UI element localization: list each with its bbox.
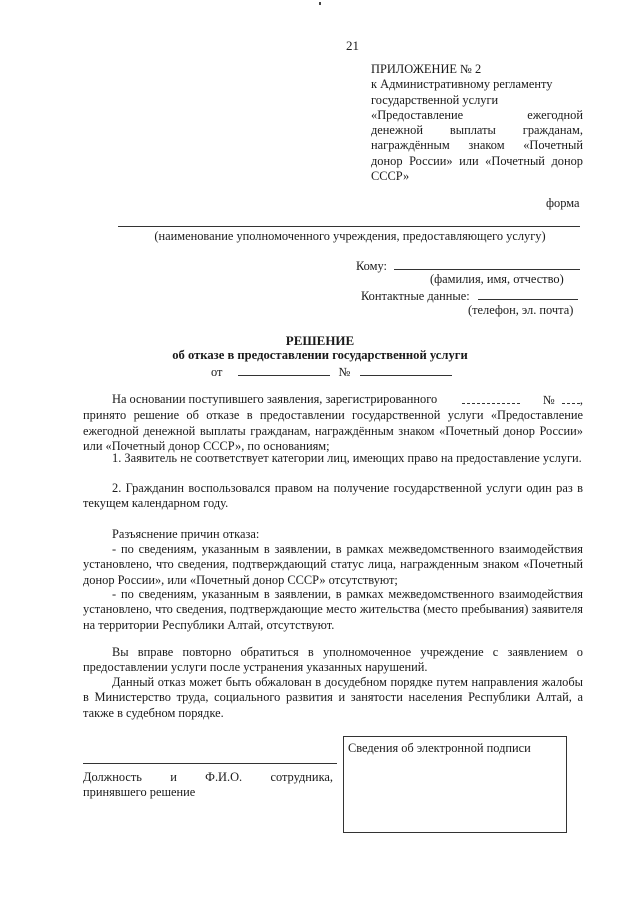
document-subtitle: об отказе в предоставлении государственной услуги (172, 348, 468, 362)
page-number: 21 (346, 38, 359, 53)
appendix-line: СССР» (371, 169, 410, 184)
recipient-name-field[interactable] (394, 258, 580, 270)
date-number-row (211, 364, 452, 380)
reason-1 (83, 451, 583, 466)
explanation-1-text: - по сведениям, указанным в заявлении, в рамках межведомственного взаимодействия установлено, что сведения, подтверждающий статус лица, награжденным знаком «Почетный донор России», или «Почетный донор СССР» отсутствуют; (83, 542, 583, 587)
phone-caption: (телефон, эл. почта) (468, 303, 574, 317)
position-word: и (170, 770, 177, 784)
explanation-title-text: Разъяснение причин отказа: (112, 527, 260, 541)
comma: , (579, 393, 583, 407)
appeal-paragraph (83, 675, 583, 721)
registration-date-field[interactable] (462, 392, 520, 404)
from-label: от (211, 365, 223, 379)
appendix-line: награждённым знаком «Почетный (371, 138, 583, 153)
contacts-field[interactable] (478, 288, 578, 300)
explanation-2 (83, 587, 583, 633)
grounds-paragraph (83, 392, 583, 454)
appendix-line: донор России» или «Почетный донор (371, 153, 583, 168)
fio-caption: (фамилия, имя, отчество) (430, 272, 564, 286)
appendix-line: денежной выплаты гражданам, (371, 123, 583, 138)
to-label: Кому: (356, 259, 387, 273)
reason-2 (83, 481, 583, 512)
reason-1-text: 1. Заявитель не соответствует категории лиц, имеющих право на предоставление услуги. (112, 451, 582, 465)
position-line-2: принявшего решение (83, 785, 196, 800)
number-label: № (338, 365, 351, 379)
position-block (83, 770, 333, 801)
institution-caption: (наименование уполномоченного учреждения, предоставляющего услугу) (154, 229, 546, 243)
appendix-title: ПРИЛОЖЕНИЕ № 2 (371, 62, 482, 76)
explanation-2-text: - по сведениям, указанным в заявлении, в рамках межведомственного взаимодействия установлено, что сведения, подтверждающие место жительства (место пребывания) заявителя на территории Республики Алтай, отсутствуют. (83, 587, 583, 632)
e-signature-box[interactable] (343, 736, 567, 833)
appendix-block (371, 62, 583, 184)
explanation-1 (83, 542, 583, 588)
date-field[interactable] (238, 364, 330, 376)
appendix-line: к Административному регламенту (371, 77, 553, 92)
position-word: Должность (83, 770, 142, 784)
position-word: Ф.И.О. (205, 770, 243, 784)
reapply-paragraph (83, 645, 583, 676)
appendix-line: государственной услуги (371, 92, 499, 107)
number-sign: № (542, 393, 555, 407)
appendix-line: «Предоставление ежегодной (371, 107, 583, 122)
registration-number-field[interactable] (562, 392, 580, 404)
document-title: РЕШЕНИЕ (285, 333, 355, 348)
explanation-title (83, 527, 583, 542)
signature-line[interactable] (83, 763, 337, 764)
grounds-text-start: На основании поступившего заявления, зарегистрированного (112, 392, 438, 406)
reapply-text: Вы вправе повторно обратиться в уполномоченное учреждение с заявлением о предоставлении услуги после устранения указанных нарушений. (83, 645, 583, 675)
contacts-label: Контактные данные: (361, 289, 470, 303)
institution-name-line[interactable] (118, 226, 580, 227)
appeal-text: Данный отказ может быть обжалован в досудебном порядке путем направления жалобы в Министерство труда, социального развития и занятости населения Республики Алтай, а также в судебном порядке. (83, 675, 583, 720)
reason-2-text: 2. Гражданин воспользовался правом на получение государственной услуги один раз в текущем календарном году. (83, 481, 583, 511)
scan-artifact (319, 2, 321, 5)
contacts-row (361, 288, 578, 304)
position-word: сотрудника, (270, 770, 333, 784)
number-field[interactable] (360, 364, 452, 376)
e-signature-label: Сведения об электронной подписи (348, 741, 531, 755)
form-label: форма (546, 196, 580, 210)
grounds-text: принято решение об отказе в предоставлении государственной услуги «Предоставление ежегодной денежной выплаты гражданам, награждённым знаком «Почетный донор России» или «Почетный донор СССР», по основаниям; (83, 408, 583, 453)
